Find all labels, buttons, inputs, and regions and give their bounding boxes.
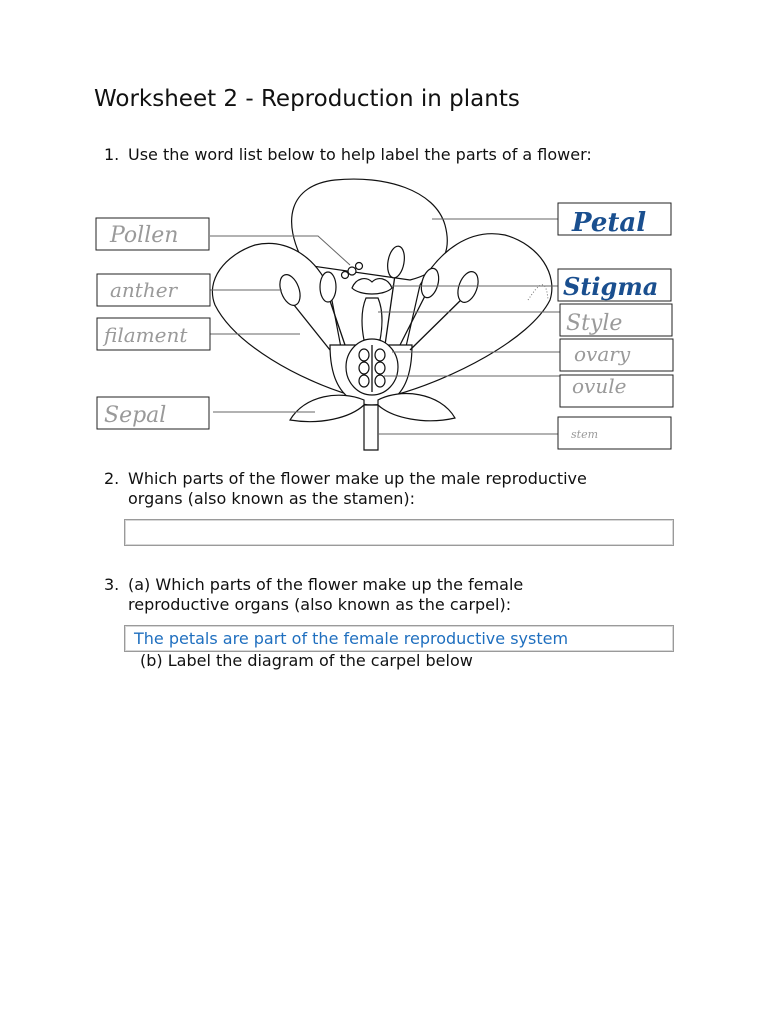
label-ovule: ovule bbox=[572, 374, 627, 398]
label-anther: anther bbox=[110, 278, 178, 302]
question-2-answer-box[interactable] bbox=[124, 519, 674, 546]
label-box-stigma[interactable] bbox=[558, 269, 671, 301]
stigma-drawing bbox=[352, 279, 392, 294]
label-box-anther[interactable] bbox=[97, 274, 210, 306]
label-petal: Petal bbox=[572, 208, 647, 238]
question-2 bbox=[104, 469, 587, 509]
label-box-stem[interactable] bbox=[558, 417, 671, 449]
question-1-text: Use the word list below to help label the parts of a flower: bbox=[128, 145, 592, 164]
label-box-pollen[interactable] bbox=[96, 218, 209, 250]
label-pollen: Pollen bbox=[110, 223, 179, 248]
question-3-line-2: reproductive organs (also known as the carpel): bbox=[128, 595, 512, 614]
label-ovary: ovary bbox=[574, 342, 631, 366]
label-box-petal[interactable] bbox=[558, 203, 671, 238]
style-drawing bbox=[362, 298, 382, 340]
label-box-filament[interactable] bbox=[97, 318, 210, 350]
flower-stem bbox=[364, 405, 378, 450]
page-title: Worksheet 2 - Reproduction in plants bbox=[94, 86, 520, 112]
label-sepal: Sepal bbox=[104, 403, 167, 428]
question-3-answer: The petals are part of the female reproductive system bbox=[134, 629, 569, 648]
ovules-drawing bbox=[359, 345, 385, 392]
question-2-line-2: organs (also known as the stamen): bbox=[128, 489, 416, 508]
label-style: Style bbox=[566, 311, 623, 336]
label-stigma: Stigma bbox=[563, 272, 659, 301]
label-filament: filament bbox=[104, 323, 188, 347]
label-box-sepal[interactable] bbox=[97, 397, 209, 429]
label-box-ovule[interactable] bbox=[560, 374, 673, 407]
sepal-right bbox=[378, 394, 455, 421]
question-1-number: 1. bbox=[104, 145, 120, 164]
question-3-number: 3. bbox=[104, 575, 120, 594]
label-stem: stem bbox=[571, 428, 599, 441]
sepal-left bbox=[290, 395, 364, 421]
label-box-ovary[interactable] bbox=[560, 339, 673, 371]
question-3-line-1: (a) Which parts of the flower make up the female bbox=[128, 575, 524, 594]
question-3 bbox=[104, 575, 524, 615]
flower-illustration bbox=[212, 179, 551, 450]
question-2-number: 2. bbox=[104, 469, 120, 488]
label-box-style[interactable] bbox=[560, 304, 672, 336]
question-2-line-1: Which parts of the flower make up the male reproductive bbox=[128, 469, 587, 488]
question-3b-text: (b) Label the diagram of the carpel below bbox=[140, 651, 473, 670]
question-3-answer-box[interactable] bbox=[124, 625, 674, 652]
flower-diagram bbox=[0, 0, 768, 470]
